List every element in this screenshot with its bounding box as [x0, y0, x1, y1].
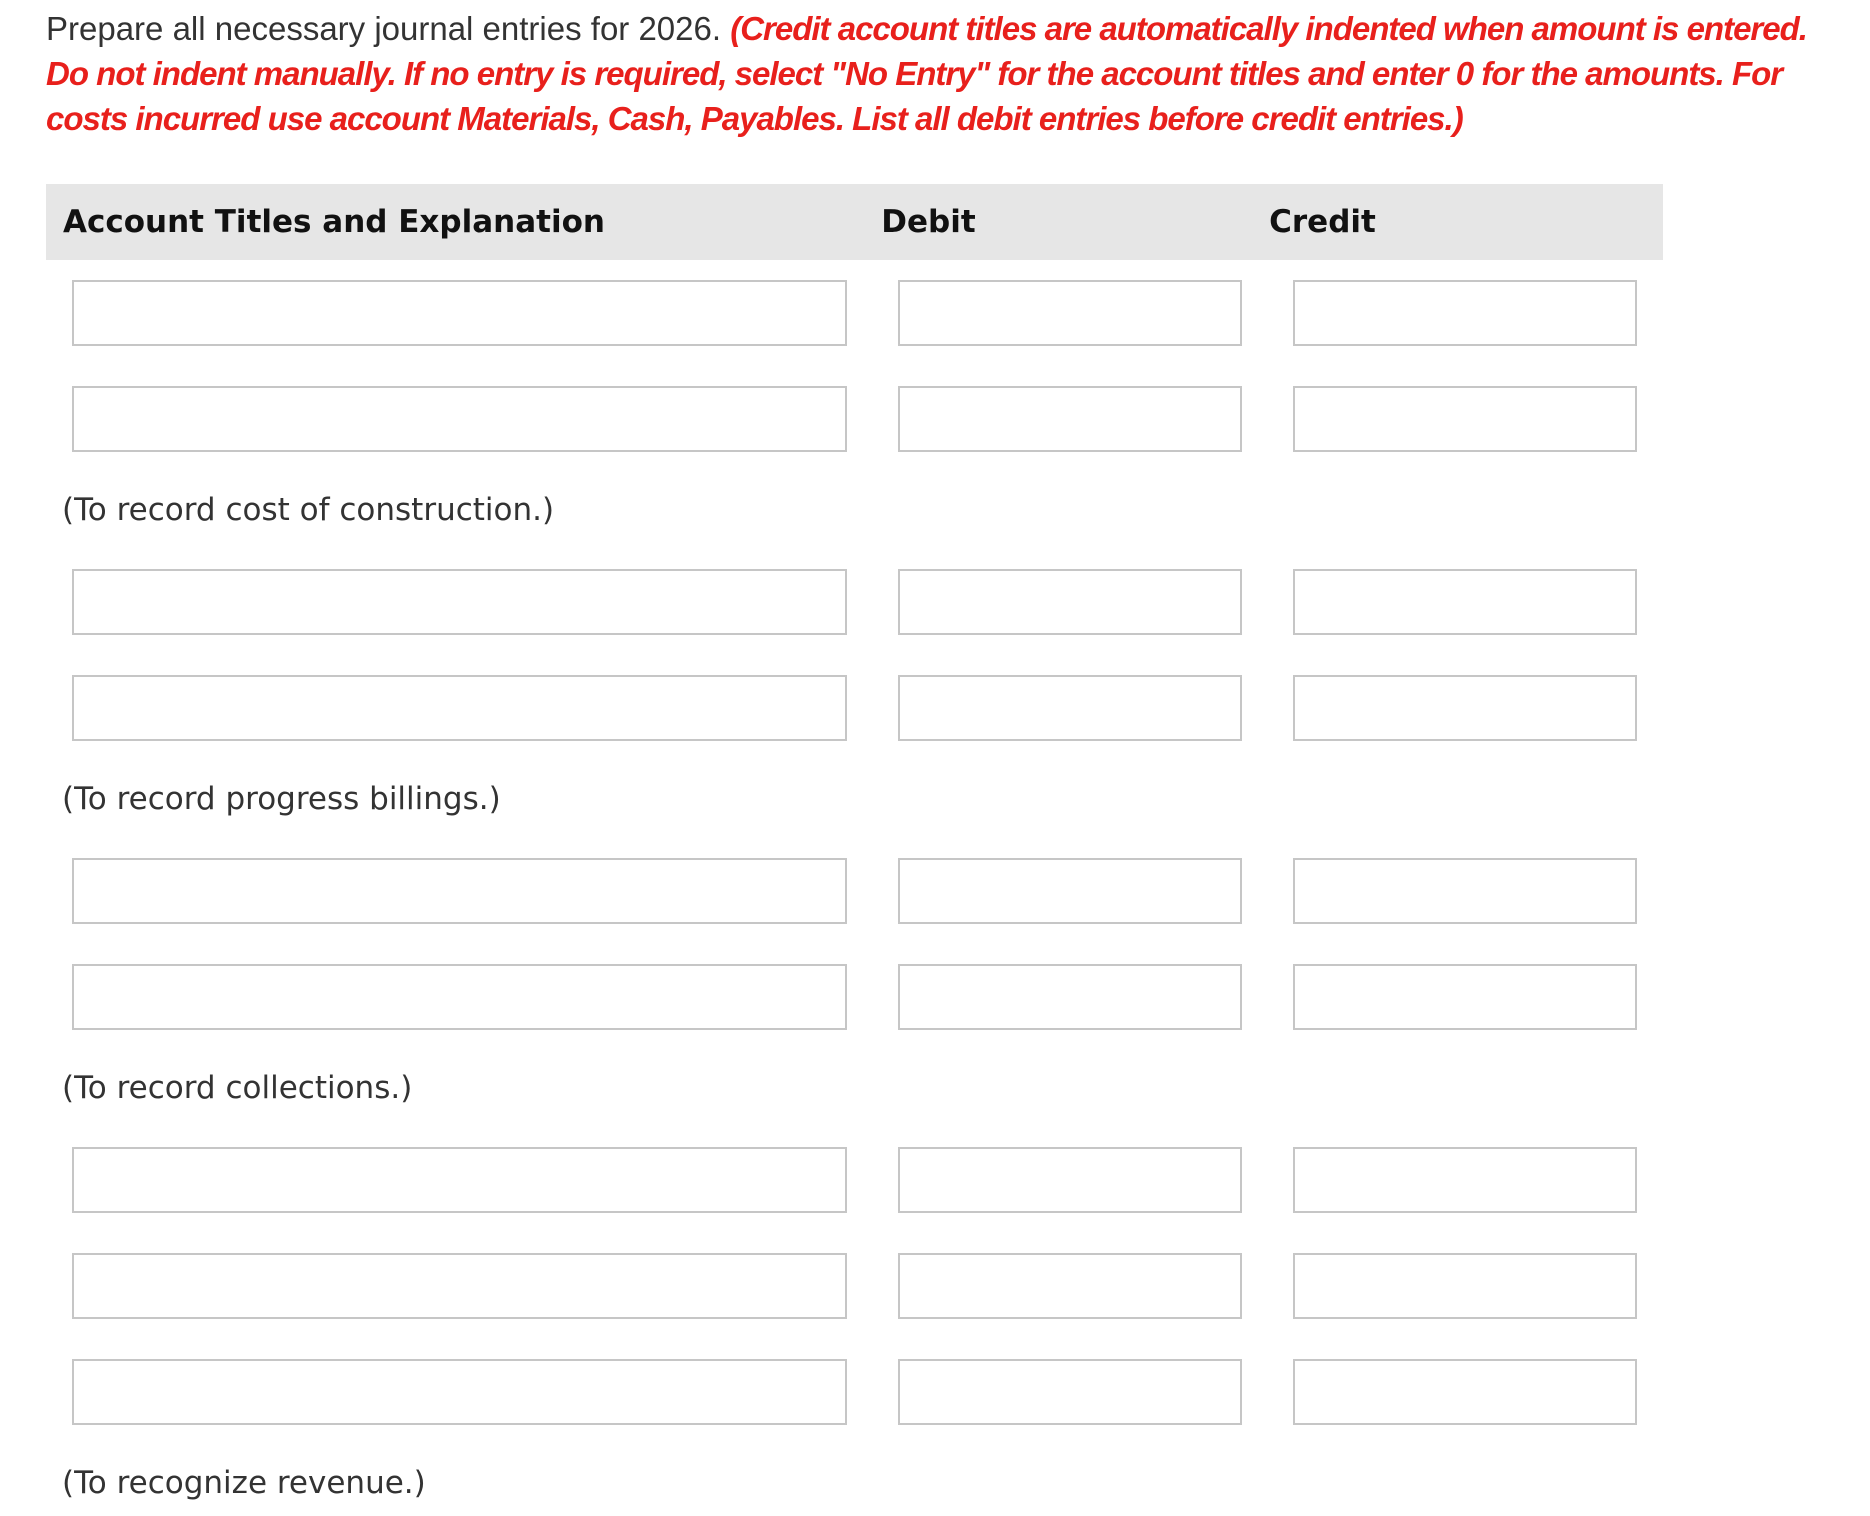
account-title-input[interactable]	[72, 569, 847, 635]
instructions	[46, 6, 1846, 141]
account-title-input[interactable]	[72, 386, 847, 452]
account-title-input[interactable]	[72, 1147, 847, 1213]
header-credit: Credit	[1269, 204, 1376, 240]
debit-amount-input[interactable]	[898, 280, 1242, 346]
credit-amount-input[interactable]	[1293, 569, 1637, 635]
credit-amount-input[interactable]	[1293, 1359, 1637, 1425]
journal-table-header	[46, 184, 1663, 260]
header-account-titles: Account Titles and Explanation	[63, 204, 605, 240]
account-title-input[interactable]	[72, 1359, 847, 1425]
entry-explanation: (To record progress billings.)	[62, 781, 501, 817]
account-title-input[interactable]	[72, 675, 847, 741]
entry-explanation: (To recognize revenue.)	[62, 1465, 426, 1501]
header-debit: Debit	[881, 204, 976, 240]
debit-amount-input[interactable]	[898, 386, 1242, 452]
instructions-text: Prepare all necessary journal entries for 2026.	[46, 10, 722, 47]
credit-amount-input[interactable]	[1293, 675, 1637, 741]
credit-amount-input[interactable]	[1293, 1253, 1637, 1319]
entry-explanation: (To record cost of construction.)	[62, 492, 555, 528]
debit-amount-input[interactable]	[898, 964, 1242, 1030]
credit-amount-input[interactable]	[1293, 1147, 1637, 1213]
debit-amount-input[interactable]	[898, 569, 1242, 635]
debit-amount-input[interactable]	[898, 1253, 1242, 1319]
credit-amount-input[interactable]	[1293, 386, 1637, 452]
debit-amount-input[interactable]	[898, 858, 1242, 924]
account-title-input[interactable]	[72, 280, 847, 346]
credit-amount-input[interactable]	[1293, 964, 1637, 1030]
credit-amount-input[interactable]	[1293, 858, 1637, 924]
instructions-emphasis: (Credit account titles are automatically indented when amount is entered. Do not indent manually. If no entry is required, select "No Entry" for the account titles and enter 0 for the amounts. For costs incurred use account Materials, Cash, Payables. List all debit entries before credit entries.)	[46, 10, 1807, 137]
account-title-input[interactable]	[72, 858, 847, 924]
debit-amount-input[interactable]	[898, 675, 1242, 741]
entry-explanation: (To record collections.)	[62, 1070, 413, 1106]
debit-amount-input[interactable]	[898, 1359, 1242, 1425]
account-title-input[interactable]	[72, 964, 847, 1030]
debit-amount-input[interactable]	[898, 1147, 1242, 1213]
account-title-input[interactable]	[72, 1253, 847, 1319]
credit-amount-input[interactable]	[1293, 280, 1637, 346]
